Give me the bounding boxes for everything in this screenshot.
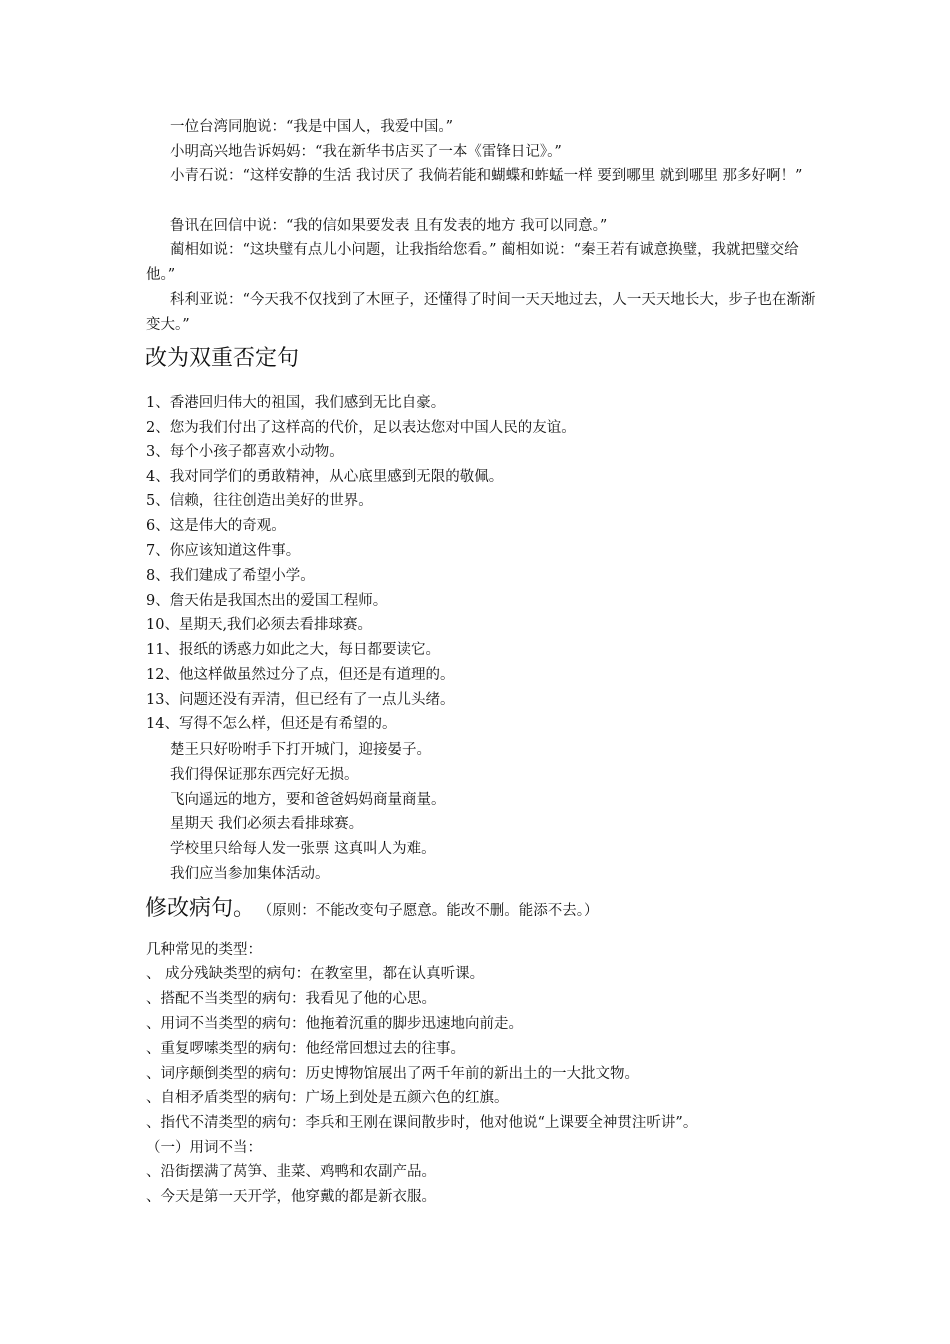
example-item: 、沿街摆满了莴笋、韭菜、鸡鸭和农副产品。 (146, 1164, 436, 1180)
section-heading: 改为双重否定句 (145, 346, 300, 371)
type-item: 、指代不清类型的病句：李兵和王刚在课间散步时，他对他说“上课要全神贯注听讲”。 (146, 1115, 698, 1131)
exercise-item: 2、您为我们付出了这样高的代价，足以表达您对中国人民的友谊。 (146, 420, 576, 436)
section-heading: 修改病句。 (145, 896, 256, 921)
quote-paragraph: 蔺相如说：“这块璧有点儿小问题，让我指给您看。” 蔺相如说：“秦王若有诚意换璧，我就把璧交给他。” (146, 242, 799, 283)
exercise-extra: 星期天 我们必须去看排球赛。 (170, 816, 364, 832)
exercise-item: 14、写得不怎么样，但还是有希望的。 (146, 716, 397, 732)
type-item: 、 成分残缺类型的病句：在教室里，都在认真听课。 (146, 966, 485, 982)
exercise-item: 8、我们建成了希望小学。 (146, 568, 315, 584)
exercise-item: 13、问题还没有弄清，但已经有了一点儿头绪。 (146, 692, 455, 708)
types-intro: 几种常见的类型： (146, 942, 262, 958)
section-heading-with-note (145, 895, 599, 925)
type-item: 、自相矛盾类型的病句：广场上到处是五颜六色的红旗。 (146, 1090, 509, 1106)
quote-paragraph: 科利亚说：“今天我不仅找到了木匣子，还懂得了时间一天天地过去，人一天天地长大，步子也在渐渐变大。” (146, 292, 816, 333)
quote-line: 鲁讯在回信中说：“我的信如果要发表 且有发表的地方 我可以同意。” (170, 218, 608, 234)
exercise-item: 6、这是伟大的奇观。 (146, 518, 286, 534)
exercise-item: 1、香港回归伟大的祖国，我们感到无比自豪。 (146, 395, 446, 411)
exercise-item: 4、我对同学们的勇敢精神，从心底里感到无限的敬佩。 (146, 469, 504, 485)
exercise-extra: 楚王只好吩咐手下打开城门，迎接晏子。 (170, 742, 431, 758)
type-item: 、词序颠倒类型的病句：历史博物馆展出了两千年前的新出土的一大批文物。 (146, 1066, 639, 1082)
quote-line: 小明高兴地告诉妈妈：“我在新华书店买了一本《雷锋日记》。” (170, 144, 562, 160)
section-note: （原则：不能改变句子愿意。能改不删。能添不去。） (265, 903, 599, 919)
exercise-item: 9、詹天佑是我国杰出的爱国工程师。 (146, 593, 388, 609)
subsection-heading: （一）用词不当： (146, 1140, 262, 1156)
exercise-item: 10、星期天,我们必须去看排球赛。 (146, 617, 373, 633)
type-item: 、用词不当类型的病句：他拖着沉重的脚步迅速地向前走。 (146, 1016, 523, 1032)
exercise-extra: 我们得保证那东西完好无损。 (170, 767, 359, 783)
exercise-item: 5、信赖，往往创造出美好的世界。 (146, 493, 373, 509)
type-item: 、搭配不当类型的病句：我看见了他的心思。 (146, 991, 436, 1007)
exercise-item: 3、每个小孩子都喜欢小动物。 (146, 444, 344, 460)
quote-line: 一位台湾同胞说：“我是中国人，我爱中国。” (170, 119, 454, 135)
exercise-item: 7、你应该知道这件事。 (146, 543, 301, 559)
exercise-extra: 飞向遥远的地方，要和爸爸妈妈商量商量。 (170, 792, 446, 808)
example-item: 、今天是第一天开学，他穿戴的都是新衣服。 (146, 1189, 436, 1205)
type-item: 、重复啰嗦类型的病句：他经常回想过去的往事。 (146, 1041, 465, 1057)
exercise-item: 12、他这样做虽然过分了点，但还是有道理的。 (146, 667, 455, 683)
quote-paragraph: 小青石说：“这样安静的生活 我讨厌了 我倘若能和蝴蝶和蚱蜢一样 要到哪里 就到哪里 那多好啊！” (170, 168, 803, 184)
exercise-extra: 学校里只给每人发一张票 这真叫人为难。 (170, 841, 436, 857)
exercise-item: 11、报纸的诱惑力如此之大，每日都要读它。 (146, 642, 440, 658)
exercise-extra: 我们应当参加集体活动。 (170, 866, 330, 882)
